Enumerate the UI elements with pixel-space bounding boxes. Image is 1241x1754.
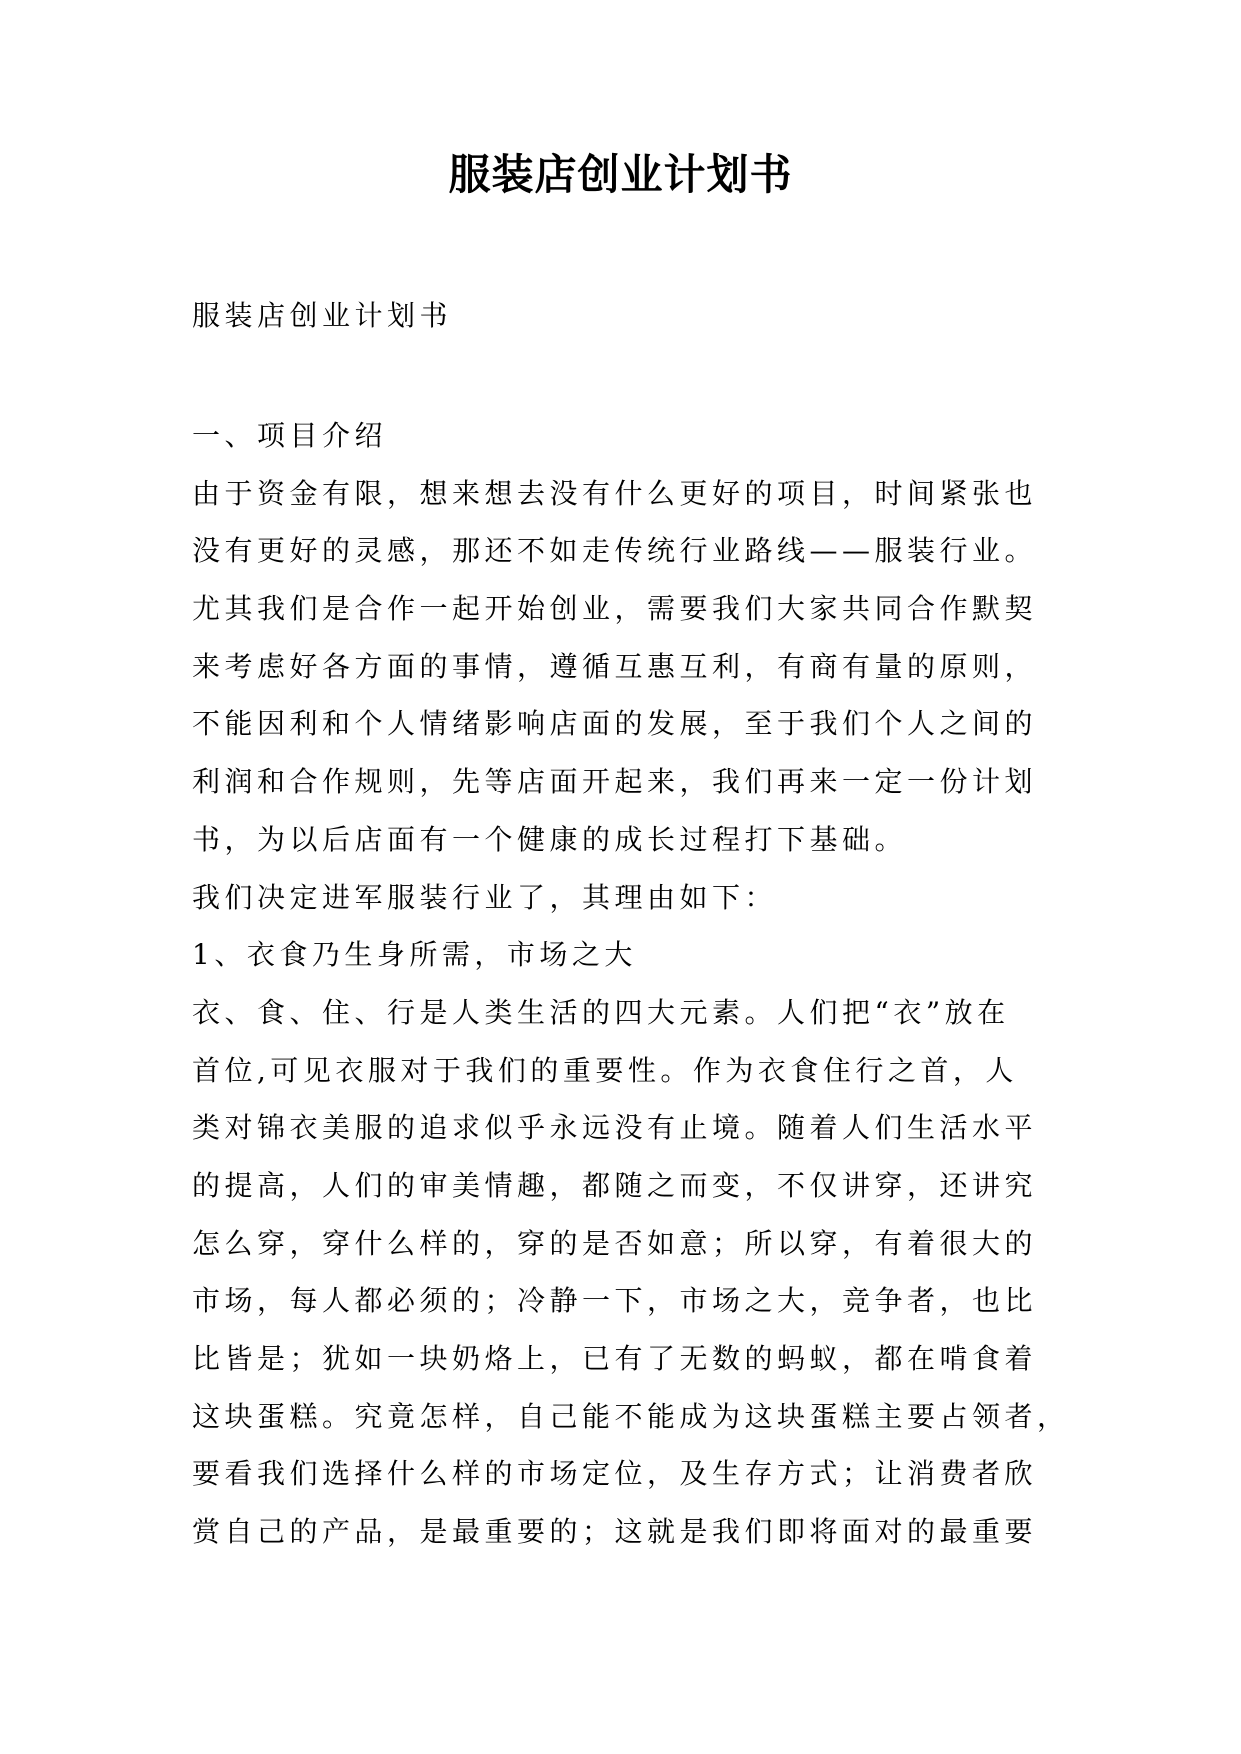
- paragraph-line: 的提高，人们的审美情趣，都随之而变，不仅讲穿，还讲究: [192, 1168, 1038, 1202]
- paragraph-line: 衣、食、住、行是人类生活的四大元素。人们把“衣”放在: [192, 995, 1010, 1029]
- paragraph-line: 怎么穿，穿什么样的，穿的是否如意；所以穿，有着很大的: [192, 1226, 1038, 1260]
- paragraph-line: 市场，每人都必须的；冷静一下，市场之大，竞争者，也比: [192, 1284, 1038, 1318]
- paragraph-line: 来考虑好各方面的事情，遵循互惠互利，有商有量的原则，: [192, 649, 1038, 683]
- document-subtitle: 服装店创业计划书: [192, 299, 453, 332]
- paragraph-line: 这块蛋糕。究竟怎样，自己能不能成为这块蛋糕主要占领者，: [192, 1399, 1070, 1433]
- paragraph-line: 比皆是；犹如一块奶烙上，已有了无数的蚂蚁，都在啃食着: [192, 1342, 1038, 1375]
- paragraph-line: 要看我们选择什么样的市场定位，及生存方式；让消费者欣: [192, 1457, 1038, 1491]
- document-title: 服装店创业计划书: [448, 150, 793, 199]
- list-item-heading: 1、衣食乃生身所需，市场之大: [192, 938, 637, 972]
- paragraph-line: 我们决定进军服装行业了，其理由如下：: [192, 880, 778, 914]
- paragraph-line: 尤其我们是合作一起开始创业，需要我们大家共同合作默契: [192, 592, 1038, 626]
- paragraph-line: 类对锦衣美服的追求似乎永远没有止境。随着人们生活水平: [192, 1111, 1038, 1145]
- paragraph-line: 不能因利和个人情绪影响店面的发展，至于我们个人之间的: [192, 707, 1038, 741]
- paragraph-line: 书，为以后店面有一个健康的成长过程打下基础。: [192, 822, 908, 856]
- paragraph-line: 首位,可见衣服对于我们的重要性。作为衣食住行之首，人: [192, 1053, 1018, 1087]
- document-body: [192, 407, 1072, 1561]
- section-heading: 一、项目介绍: [192, 419, 388, 452]
- paragraph-line: 赏自己的产品，是最重要的；这就是我们即将面对的最重要: [192, 1515, 1038, 1549]
- paragraph-line: 由于资金有限，想来想去没有什么更好的项目，时间紧张也: [192, 476, 1038, 510]
- paragraph-line: 利润和合作规则，先等店面开起来，我们再来一定一份计划: [192, 765, 1038, 799]
- paragraph-line: 没有更好的灵感，那还不如走传统行业路线——服装行业。: [192, 534, 1038, 568]
